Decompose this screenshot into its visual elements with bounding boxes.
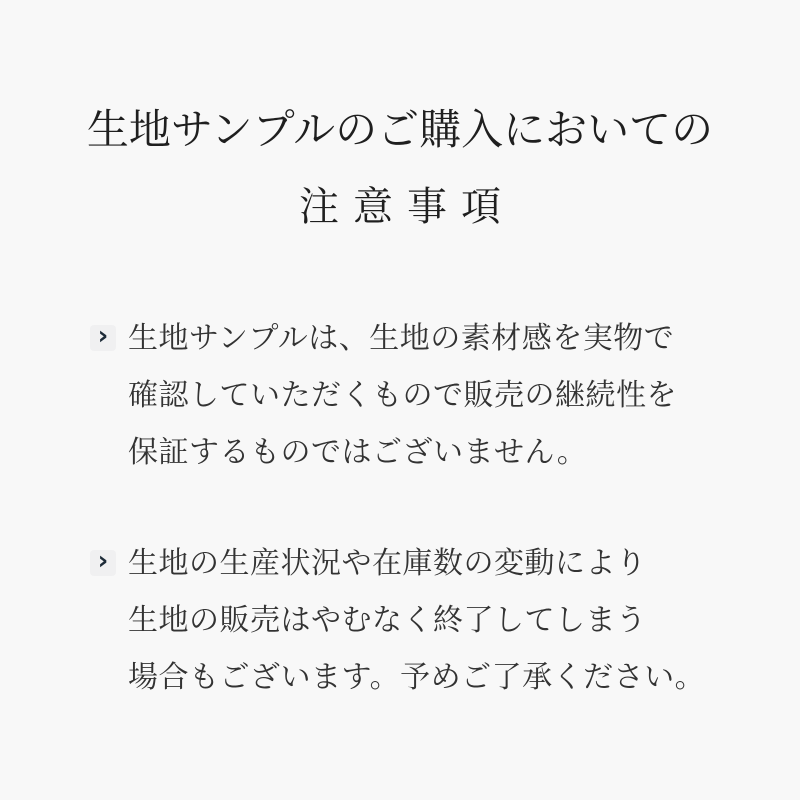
page-title-line1: 生地サンプルのご購入においての (86, 105, 714, 154)
notice-list (90, 310, 740, 706)
note-line: 保証するものではございません。 (128, 435, 588, 470)
page-title (0, 0, 800, 236)
chevron-right-icon: › (90, 550, 116, 576)
note-text (128, 310, 677, 481)
chevron-right-icon: › (90, 325, 116, 351)
note-line: 生地の販売はやむなく終了してしまう (128, 603, 647, 638)
list-item (90, 310, 740, 481)
note-line: 生地の生産状況や在庫数の変動により (128, 546, 647, 581)
note-text (128, 535, 705, 706)
page-title-line2: 注意事項 (299, 184, 515, 230)
note-line: 場合もございます。予めご了承ください。 (128, 660, 706, 695)
list-item (90, 535, 740, 706)
note-line: 生地サンプルは、生地の素材感を実物で (128, 321, 675, 356)
note-line: 確認していただくもので販売の継続性を (128, 378, 677, 413)
